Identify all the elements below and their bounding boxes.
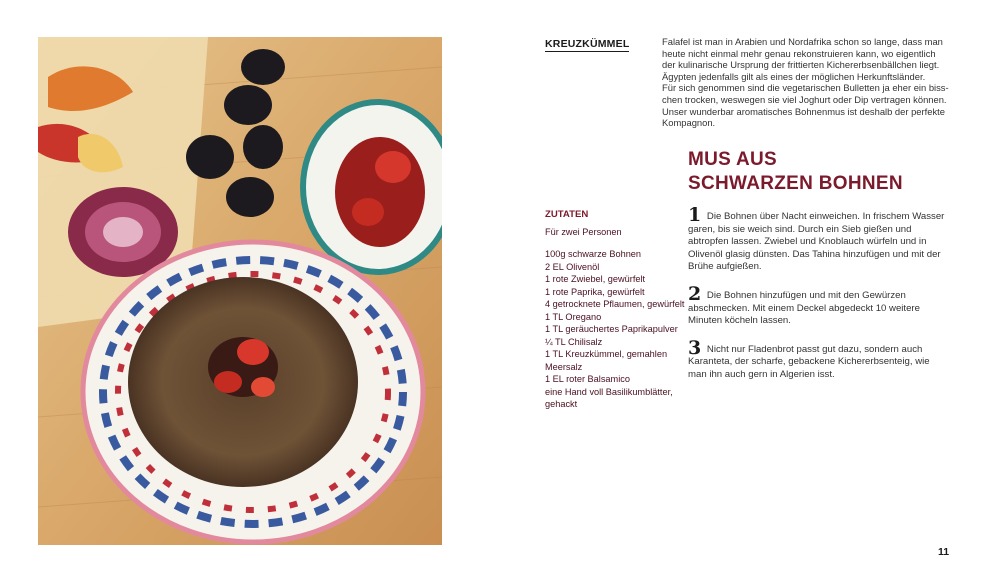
intro-line: Für sich genommen sind die vegetarischen Bulletten ja eher ein biss- bbox=[662, 82, 949, 94]
food-photo bbox=[38, 37, 442, 545]
ingredient-item: eine Hand voll Basilikumblätter, gehackt bbox=[545, 386, 673, 409]
intro-line: chen trocken, weswegen sie viel Joghurt oder Dip vertragen können. bbox=[662, 93, 947, 105]
step-text: Die Bohnen über Nacht einweichen. In frischem Wasser garen, bis sie weich sind. Durch ein Sieb gießen und abtropfen lassen. Zwiebel und Knoblauch würfeln und in Olivenöl glasig dünsten. Das Tahina hinzufügen und mit der Brühe aufgießen. bbox=[688, 211, 945, 273]
step-number: 3 bbox=[688, 336, 702, 359]
recipe-title bbox=[688, 148, 948, 196]
step-2 bbox=[688, 282, 950, 328]
section-heading: KREUZKÜMMEL bbox=[545, 38, 630, 50]
ingredient-item: 1 TL Oregano bbox=[545, 311, 602, 322]
intro-line: Ägypten jedenfalls gilt als eines der möglichen Herkunftsländer. bbox=[662, 70, 926, 82]
step-number: 2 bbox=[688, 282, 702, 305]
step-3 bbox=[688, 336, 950, 382]
ingredient-item: ¼ TL Chilisalz bbox=[545, 336, 603, 347]
ingredients-heading: ZUTATEN bbox=[545, 209, 589, 220]
intro-line: der kulinarische Ursprung der frittierten Kichererbsenbällchen liegt. bbox=[662, 59, 940, 71]
ingredient-item: 2 EL Olivenöl bbox=[545, 261, 600, 272]
ingredient-item: 1 rote Zwiebel, gewürfelt bbox=[545, 274, 646, 284]
ingredient-item: 4 getrocknete Pflaumen, gewürfelt bbox=[545, 299, 685, 309]
food-photo-illustration bbox=[38, 37, 442, 545]
ingredients-list bbox=[545, 209, 685, 411]
preparation-steps bbox=[688, 204, 950, 395]
recipe-title-line-1: MUS AUS bbox=[688, 149, 778, 170]
ingredient-item: 100g schwarze Bohnen bbox=[545, 249, 642, 259]
step-1 bbox=[688, 204, 950, 274]
ingredient-item: 1 TL Kreuzkümmel, gemahlen Meersalz bbox=[545, 349, 668, 372]
intro-line: Kompagnon. bbox=[662, 117, 716, 129]
step-text: Die Bohnen hinzufügen und mit den Gewürzen abschmecken. Mit einem Deckel abgedeckt 10 weitere Minuten köcheln lassen. bbox=[688, 289, 920, 327]
step-number: 1 bbox=[688, 204, 702, 226]
recipe-title-line-2: SCHWARZEN BOHNEN bbox=[688, 173, 903, 194]
intro-line: heute nicht einmal mehr genau rekonstruieren kann, wo eigentlich bbox=[662, 47, 936, 59]
intro-text bbox=[662, 36, 952, 129]
ingredient-item: 1 TL geräuchertes Paprikapulver bbox=[545, 324, 678, 334]
step-text: Nicht nur Fladenbrot passt gut dazu, sondern auch Karanteta, der scharfe, gebackene Kichererbsenteig, wie man ihn auch gern in Algerien isst. bbox=[688, 343, 930, 380]
page-number: 11 bbox=[938, 546, 950, 558]
servings-text: Für zwei Personen bbox=[545, 226, 622, 237]
ingredient-item: 1 rote Paprika, gewürfelt bbox=[545, 286, 645, 297]
intro-line: Unser wunderbar aromatisches Bohnenmus ist deshalb der perfekte bbox=[662, 105, 945, 117]
intro-line: Falafel ist man in Arabien und Nordafrika schon so lange, dass man bbox=[662, 36, 943, 47]
ingredient-item: 1 EL roter Balsamico bbox=[545, 374, 630, 384]
